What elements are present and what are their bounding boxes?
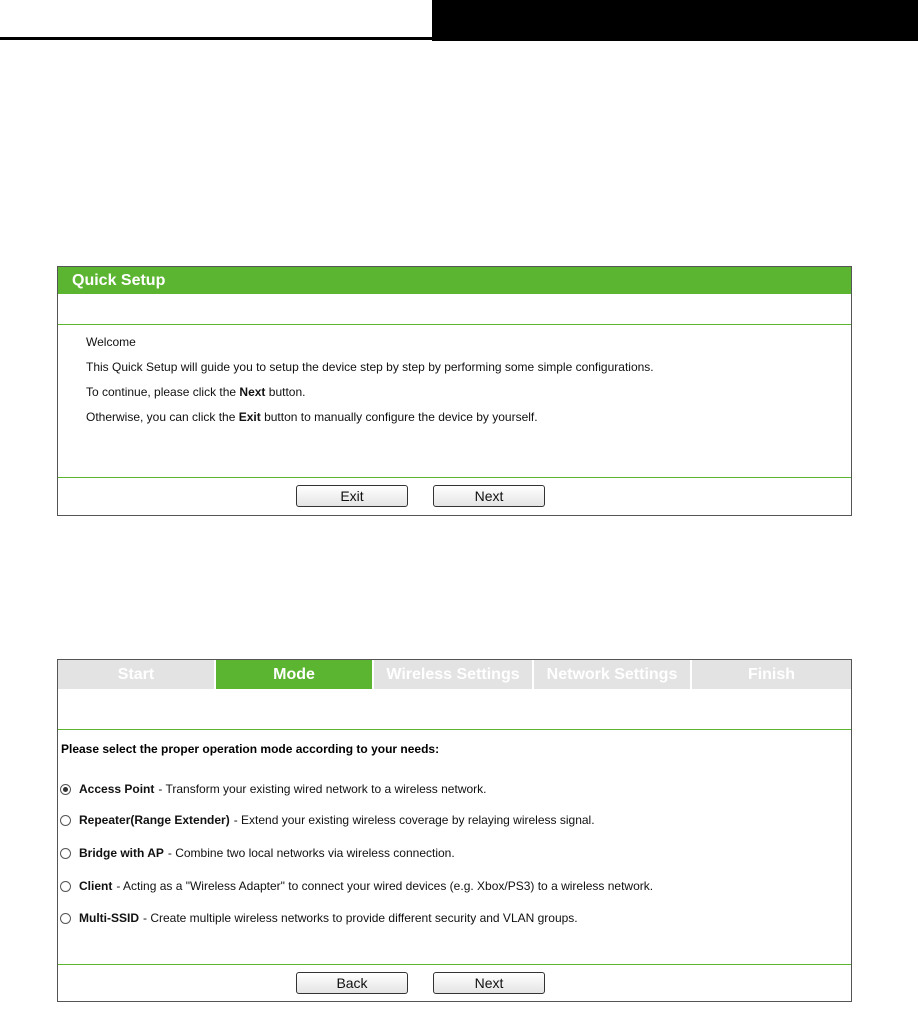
option-description: - Acting as a "Wireless Adapter" to connect your wired devices (e.g. Xbox/PS3) to a wireless network. — [116, 879, 654, 893]
exit-prefix: Otherwise, you can click the — [86, 410, 239, 424]
option-description: - Create multiple wireless networks to provide different security and VLAN groups. — [143, 911, 578, 925]
continue-instruction — [86, 385, 851, 399]
radio-multi-ssid[interactable] — [60, 913, 71, 924]
tab-wireless-settings: Wireless Settings — [374, 660, 534, 689]
continue-suffix: button. — [265, 385, 306, 399]
quick-setup-panel — [57, 266, 852, 516]
radio-bridge-with-ap[interactable] — [60, 848, 71, 859]
document-header-rule — [0, 0, 432, 40]
exit-suffix: button to manually configure the device by yourself. — [260, 410, 538, 424]
option-label: Bridge with AP — [79, 846, 164, 860]
mode-heading: Please select the proper operation mode according to your needs: — [61, 742, 440, 756]
quick-setup-subheader — [58, 294, 851, 325]
exit-word: Exit — [238, 410, 261, 424]
option-access-point[interactable] — [60, 782, 487, 796]
option-label: Multi-SSID — [79, 911, 139, 925]
continue-prefix: To continue, please click the — [86, 385, 240, 399]
option-client[interactable] — [60, 879, 653, 893]
welcome-heading: Welcome — [86, 335, 136, 349]
radio-client[interactable] — [60, 881, 71, 892]
option-multi-ssid[interactable] — [60, 911, 578, 925]
option-label: Access Point — [79, 782, 155, 796]
next-button[interactable]: Next — [433, 485, 545, 507]
tab-mode: Mode — [216, 660, 374, 689]
continue-next-word: Next — [239, 385, 266, 399]
exit-button[interactable]: Exit — [296, 485, 408, 507]
tab-start: Start — [58, 660, 216, 689]
option-label: Repeater(Range Extender) — [79, 813, 230, 827]
radio-access-point[interactable] — [60, 784, 71, 795]
tab-finish: Finish — [692, 660, 851, 689]
exit-instruction — [86, 410, 851, 424]
radio-repeater[interactable] — [60, 815, 71, 826]
quick-setup-title: Quick Setup — [58, 267, 851, 294]
option-repeater[interactable] — [60, 813, 595, 827]
tab-network-settings: Network Settings — [534, 660, 692, 689]
option-description: - Extend your existing wireless coverage by relaying wireless signal. — [233, 813, 595, 827]
mode-setup-panel — [57, 659, 852, 1002]
option-description: - Combine two local networks via wireless connection. — [167, 846, 455, 860]
option-label: Client — [79, 879, 113, 893]
wizard-step-tabs — [58, 660, 851, 689]
back-button[interactable]: Back — [296, 972, 408, 994]
option-description: - Transform your existing wired network to a wireless network. — [158, 782, 487, 796]
document-header-bar — [432, 0, 918, 41]
mode-footer — [58, 964, 851, 1001]
mode-subheader — [58, 689, 851, 730]
next-button[interactable]: Next — [433, 972, 545, 994]
quick-setup-footer — [58, 477, 851, 515]
option-bridge-with-ap[interactable] — [60, 846, 455, 860]
quick-setup-body — [58, 325, 851, 470]
intro-text: This Quick Setup will guide you to setup the device step by step by performing some simple configurations. — [86, 360, 654, 374]
